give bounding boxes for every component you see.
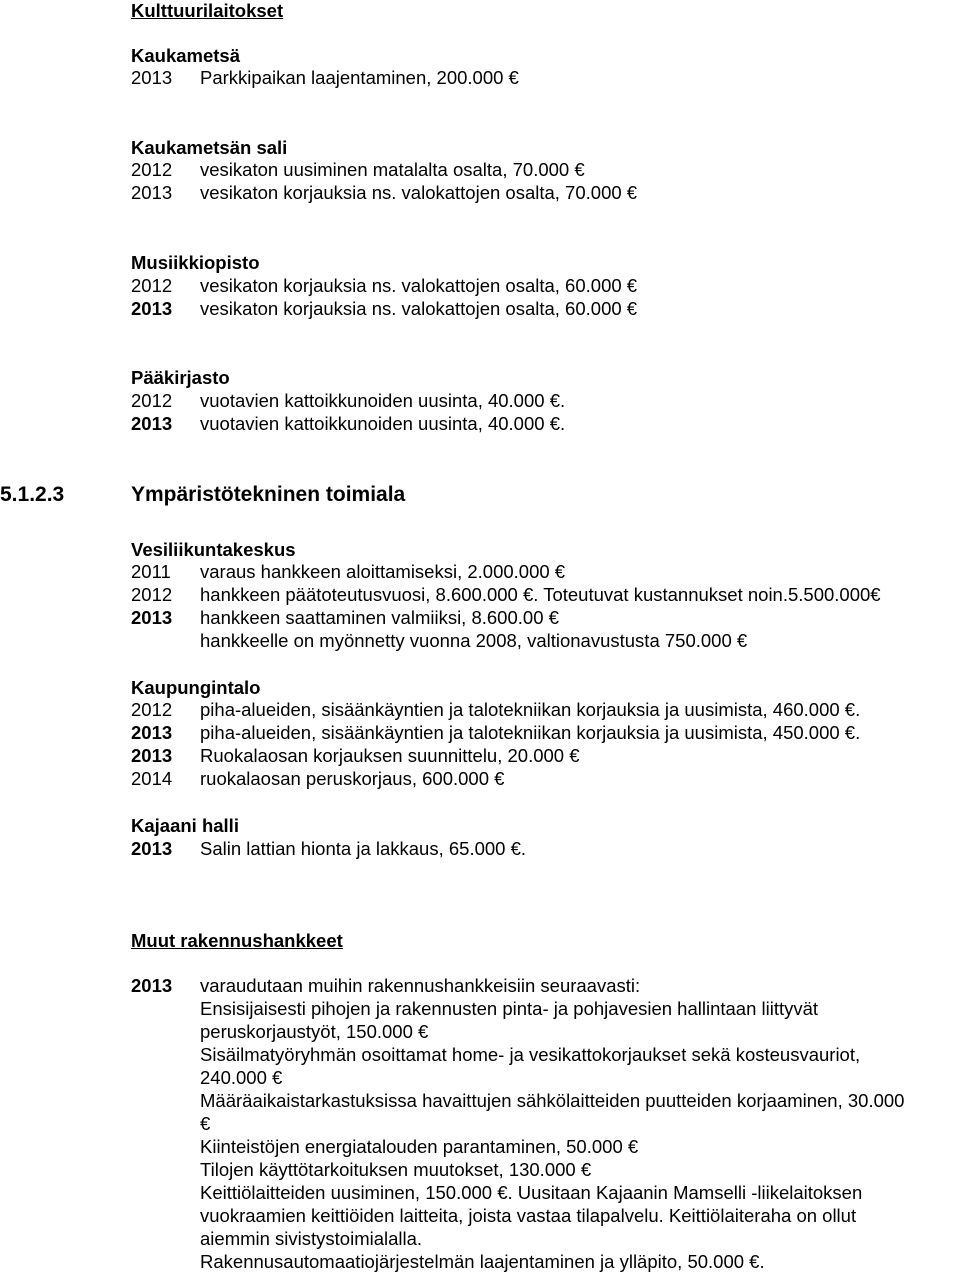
section-title-muut-rakennushankkeet: Muut rakennushankkeet [131,930,343,951]
item-year: 2012 [131,699,173,720]
item-year: 2013 [131,607,173,628]
item-text: vesikaton korjauksia ns. valokattojen osalta, 60.000 € [200,275,638,296]
group-title-paakirjasto: Pääkirjasto [131,367,230,388]
paragraph-line: € [200,1113,211,1134]
list-item [131,298,637,320]
item-year: 2013 [131,298,173,319]
item-year: 2013 [131,745,173,766]
section-number: 5.1.2.3 [0,483,65,506]
item-year: 2013 [131,838,173,859]
paragraph-line: vuokraamien keittiöiden laitteita, joista vastaa tilapalvelu. Keittiölaiteraha on ollut [200,1205,857,1226]
item-text: Salin lattian hionta ja lakkaus, 65.000 €. [200,838,527,859]
list-item [131,67,519,89]
paragraph-line: Määräaikaistarkastuksissa havaittujen sähkölaitteiden puutteiden korjaaminen, 30.000 [200,1090,905,1111]
item-text: hankkeelle on myönnetty vuonna 2008, valtionavustusta 750.000 € [200,630,748,651]
item-text: piha-alueiden, sisäänkäyntien ja talotekniikan korjauksia ja uusimista, 460.000 €. [200,699,861,720]
list-item [131,745,580,767]
list-item [131,390,565,412]
list-item [131,275,637,297]
item-text: Parkkipaikan laajentaminen, 200.000 € [200,67,519,88]
item-year: 2012 [131,584,173,605]
item-year: 2013 [131,67,173,88]
paragraph-line: 240.000 € [200,1067,283,1088]
paragraph-line: Rakennusautomaatiojärjestelmän laajentaminen ja ylläpito, 50.000 €. [200,1251,765,1272]
list-item [131,182,637,204]
item-year: 2013 [131,182,173,203]
list-item [131,413,565,435]
item-text: vuotavien kattoikkunoiden uusinta, 40.000 €. [200,390,566,411]
paragraph-line: Ensisijaisesti pihojen ja rakennusten pinta- ja pohjavesien hallintaan liittyvät [200,998,819,1019]
group-title-musiikkiopisto: Musiikkiopisto [131,252,260,273]
group-title-kajaani-halli: Kajaani halli [131,815,239,836]
list-item [131,630,747,652]
paragraph-line: Kiinteistöjen energiatalouden parantaminen, 50.000 € [200,1136,639,1157]
list-item [131,607,559,629]
list-item [131,722,860,744]
list-item [131,838,526,860]
list-item [131,768,504,790]
section-title-kulttuurilaitokset: Kulttuurilaitokset [131,0,284,21]
list-item [131,699,860,721]
item-text: hankkeen saattaminen valmiiksi, 8.600.00 € [200,607,559,628]
item-year: 2012 [131,159,173,180]
paragraph-line: Tilojen käyttötarkoituksen muutokset, 130.000 € [200,1159,592,1180]
item-text: ruokalaosan peruskorjaus, 600.000 € [200,768,505,789]
group-title-kaukametsan-sali: Kaukametsän sali [131,137,288,158]
item-year: 2012 [131,275,173,296]
group-title-kaupungintalo: Kaupungintalo [131,677,261,698]
group-title-vesiliikuntakeskus: Vesiliikuntakeskus [131,539,296,560]
list-item [131,561,565,583]
list-item [131,975,640,997]
paragraph-line: Sisäilmatyöryhmän osoittamat home- ja vesikattokorjaukset sekä kosteusvauriot, [200,1044,861,1065]
section-title-ymparistotekninen: Ympäristötekninen toimiala [131,483,406,506]
item-text: vesikaton korjauksia ns. valokattojen osalta, 70.000 € [200,182,638,203]
item-text: vesikaton korjauksia ns. valokattojen osalta, 60.000 € [200,298,638,319]
group-title-kaukametsa: Kaukametsä [131,45,241,66]
item-text: Ruokalaosan korjauksen suunnittelu, 20.000 € [200,745,580,766]
item-year: 2013 [131,413,173,434]
item-year: 2011 [131,561,171,582]
item-text: vuotavien kattoikkunoiden uusinta, 40.000 €. [200,413,566,434]
item-text: hankkeen päätoteutusvuosi, 8.600.000 €. Toteutuvat kustannukset noin.5.500.000€ [200,584,881,605]
paragraph-line: Keittiölaitteiden uusiminen, 150.000 €. Uusitaan Kajaanin Mamselli -liikelaitoksen [200,1182,863,1203]
item-text: varaus hankkeen aloittamiseksi, 2.000.000 € [200,561,566,582]
item-text: varaudutaan muihin rakennushankkeisiin seuraavasti: [200,975,641,996]
item-year: 2014 [131,768,173,789]
item-text: piha-alueiden, sisäänkäyntien ja talotekniikan korjauksia ja uusimista, 450.000 €. [200,722,861,743]
item-year: 2012 [131,390,173,411]
paragraph-line: aiemmin sivistystoimialalla. [200,1228,423,1249]
list-item [131,159,585,181]
item-year: 2013 [131,722,173,743]
list-item [131,584,881,606]
paragraph-line: peruskorjaustyöt, 150.000 € [200,1021,429,1042]
item-year: 2013 [131,975,173,996]
item-text: vesikaton uusiminen matalalta osalta, 70.000 € [200,159,585,180]
